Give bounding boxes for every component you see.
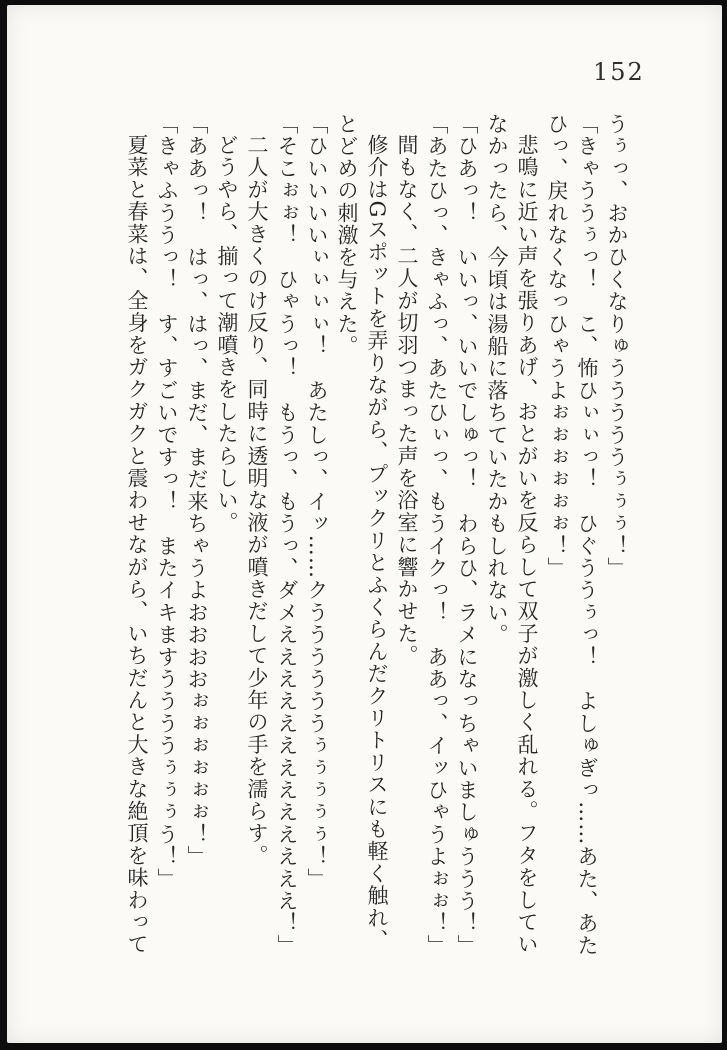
text-column: 「ひあっ！ いいっ、いいでしゅっ！ わらひ、ラメになっちゃいましゅううう！」 <box>455 113 479 957</box>
book-page <box>7 5 722 1043</box>
text-column: なかったら、今頃は湯船に落ちていたかもしれない。 <box>485 113 509 646</box>
text-column: 二人が大きくのけ反り、同時に透明な液が噴きだして少年の手を濡らす。 <box>245 134 269 867</box>
text-column: 「きゃううぅっ！ こ、怖ひぃぃっ！ ひぐううぅっ！ よしゅぎっ……あた、あた <box>575 113 599 957</box>
text-column: 「そこぉぉ！ ひゃうっ！ もうっ、もうっ、ダメえええええええええええええ！」 <box>275 113 299 957</box>
text-column: ひっ、戻れなくなっひゃうよぉぉぉぉぉぉ！」 <box>545 113 569 580</box>
text-column: 「ああっ！ はっ、はっ、まだ、まだ来ちゃうよおおおおぉぉぉぉぉぉ！」 <box>185 113 209 868</box>
text-column: 「あたひっ、きゃふっ、あたひぃっ、もうイクっ！ ああっ、イッひゃうよぉぉ！」 <box>425 113 449 957</box>
text-block <box>122 113 632 987</box>
text-column: 修介はGスポットを弄りながら、プックリとふくらんだクリトリスにも軽く触れ、 <box>365 134 389 952</box>
text-column: 夏菜と春菜は、全身をガクガクと震わせながら、いちだんと大きな絶頂を味わって <box>125 134 149 956</box>
page-number: 152 <box>593 58 645 86</box>
text-column: 間もなく、二人が切羽つまった声を浴室に響かせた。 <box>395 134 419 667</box>
text-column: とどめの刺激を与えた。 <box>335 113 359 358</box>
text-column: どうやら、揃って潮噴きをしたらしい。 <box>215 134 239 534</box>
text-column: うぅっ、おかひくなりゅうううううぅぅぅ！」 <box>605 113 629 580</box>
text-column: 「ひいいいいぃぃぃぃ！ あたしっ、イッ……クううううううぅぅぅぅぅ！」 <box>305 113 329 890</box>
text-column: 「きゃふううっ！ す、すごいですっ！ またイキますううううぅぅぅう！」 <box>155 113 179 890</box>
text-column: 悲鳴に近い声を張りあげ、おとがいを反らして双子が激しく乱れる。フタをしてい <box>515 134 539 956</box>
